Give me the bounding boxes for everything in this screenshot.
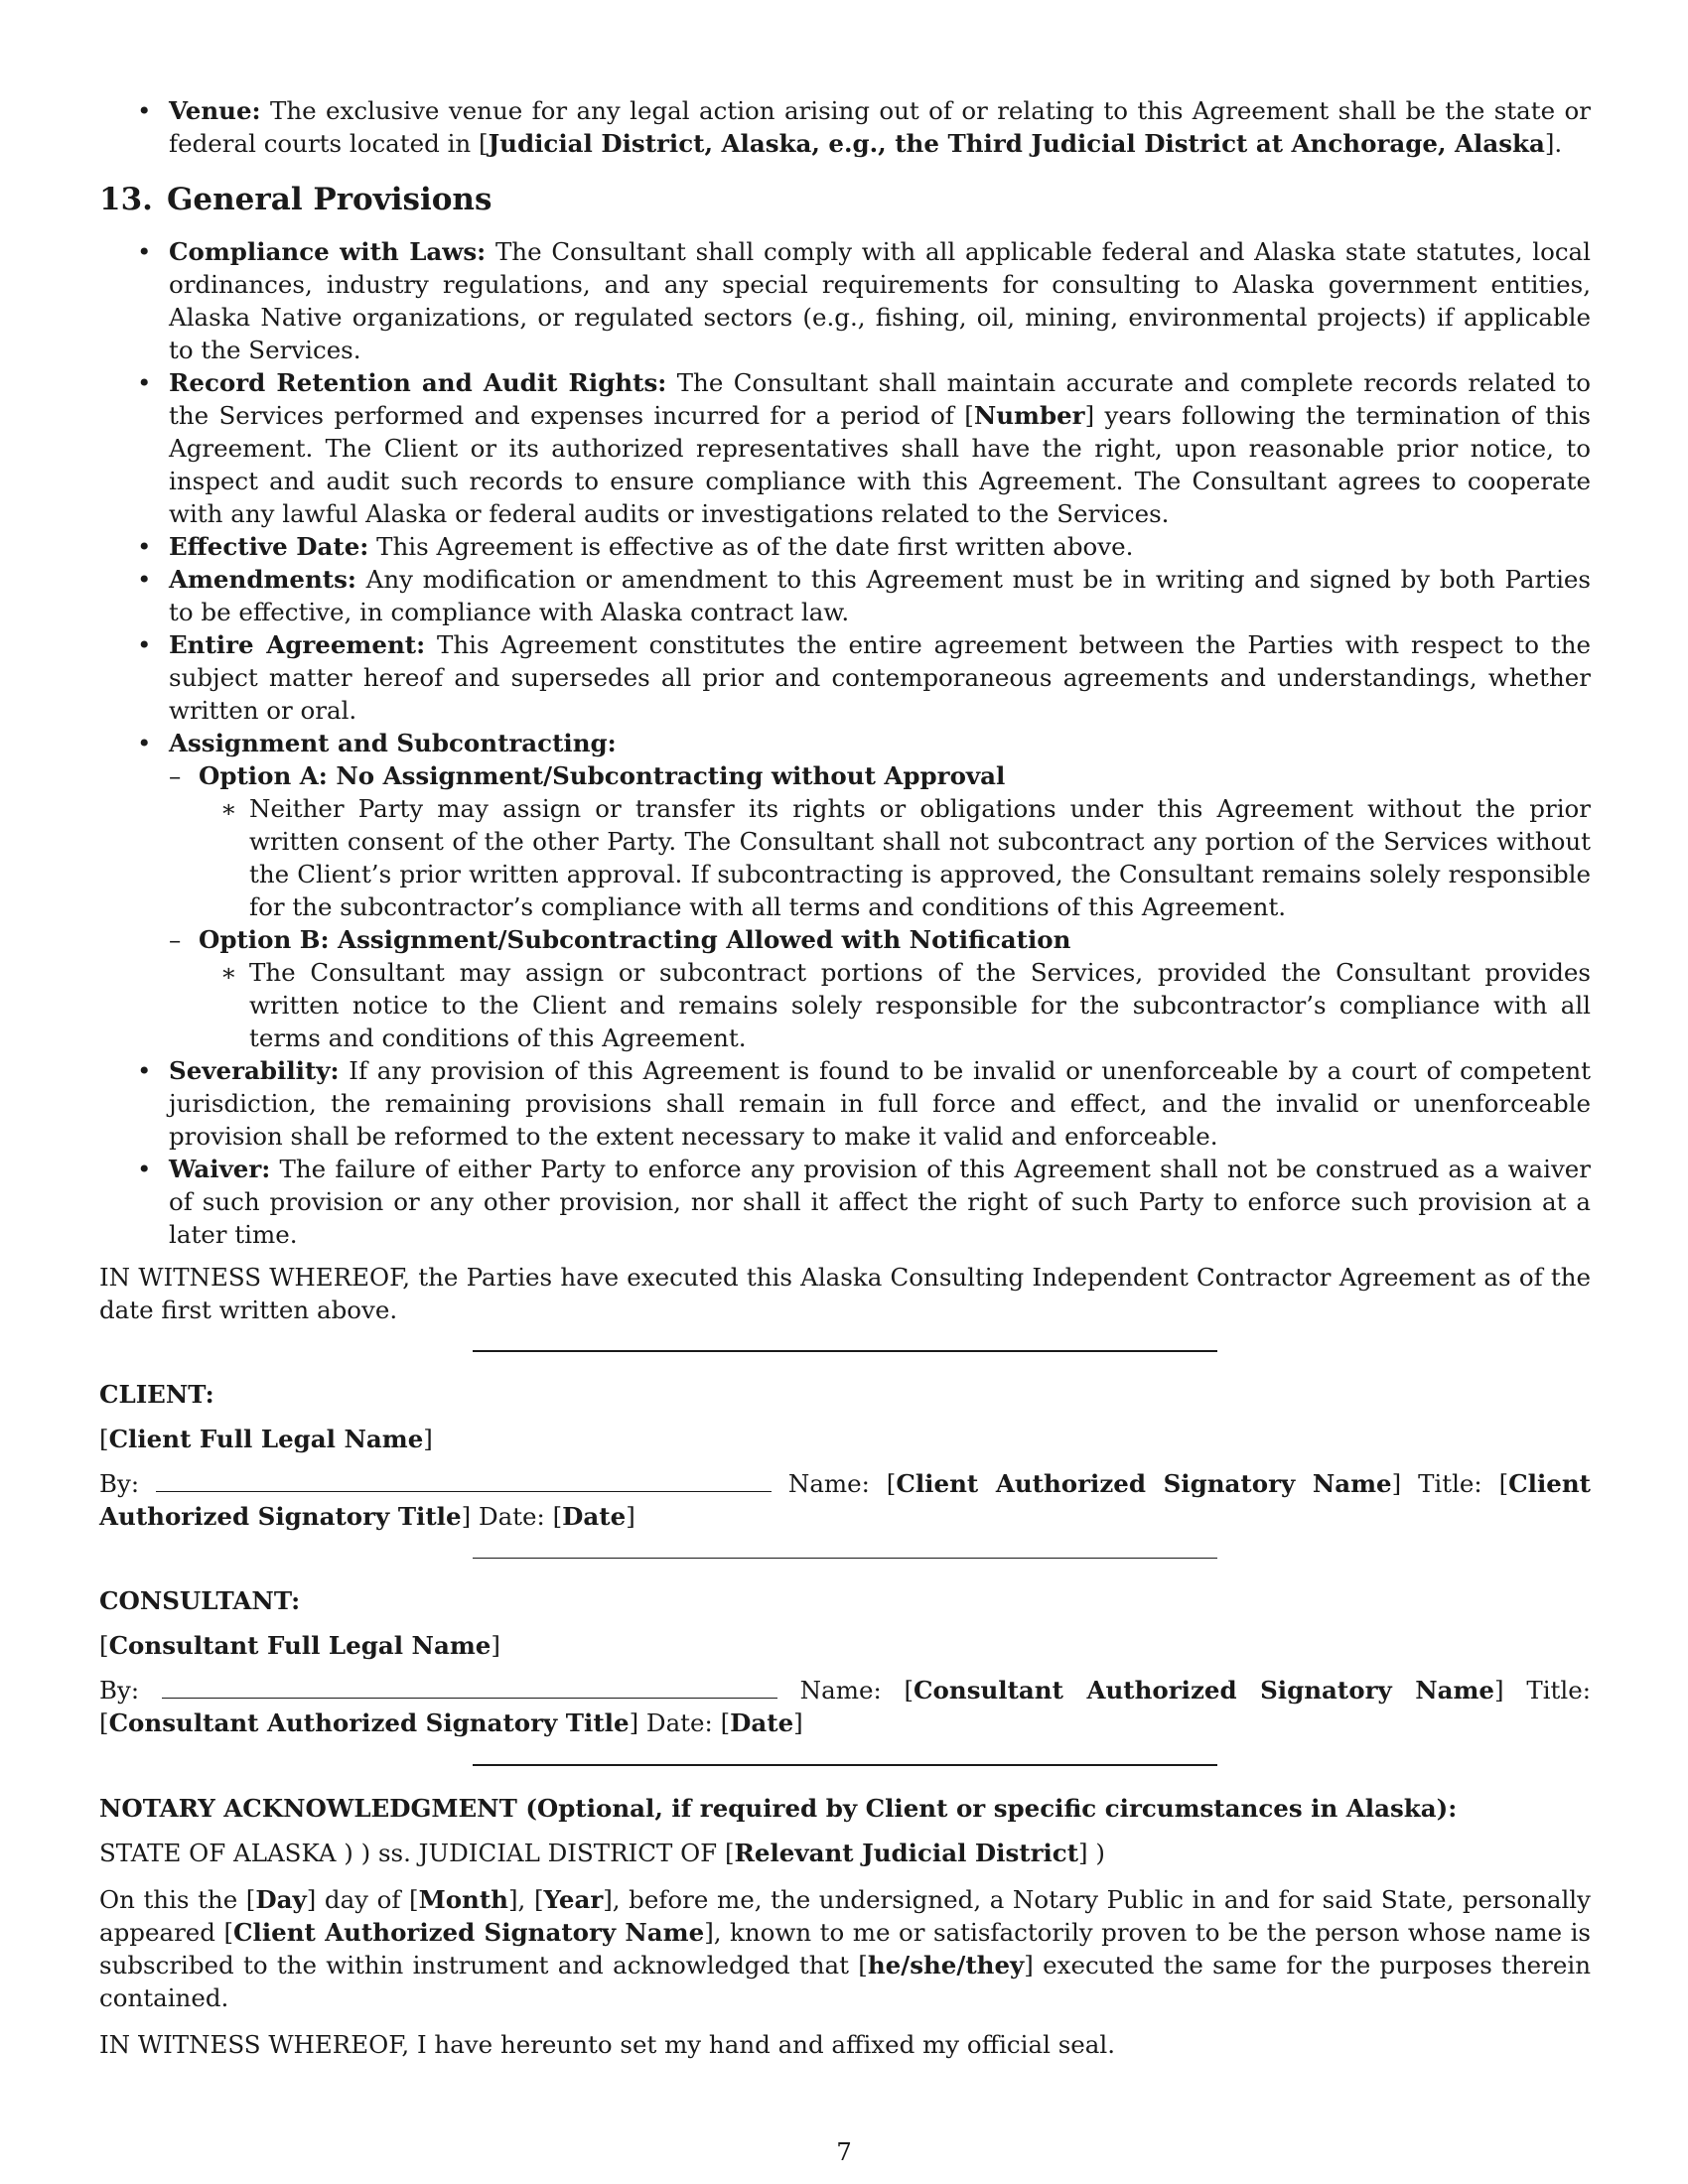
option-b (169, 923, 1591, 1054)
option-a (169, 759, 1591, 923)
client-date: Date (562, 1502, 627, 1531)
records-placeholder: Number (973, 401, 1085, 430)
notary-heading: NOTARY ACKNOWLEDGMENT (Optional, if required by Client or specific circumstances in Alaska): (99, 1794, 1458, 1823)
option-b-label: Option B: Assignment/Subcontracting Allowed with Notification (199, 925, 1071, 954)
separator-rule (473, 1764, 1217, 1766)
notary-state-line: STATE OF ALASKA ) ) ss. JUDICIAL DISTRICT OF [Relevant Judicial District] ) (99, 1839, 1105, 1867)
records-clause (99, 366, 1591, 530)
notary-acknowledgment: On this the [Day] day of [Month], [Year], before me, the undersigned, a Notary Public in and for said State, personally appeared [Client Authorized Signatory Name], known to me or satisfactorily proven to be the person whose name is subscribed to the within instrument and acknowledged that [he/she/they] executed the same for the purposes therein contained. (99, 1885, 1592, 2012)
amendments-text: Any modification or amendment to this Agreement must be in writing and signed by both Parties to be effective, in compliance with Alaska contract law. (169, 565, 1591, 626)
assignment-clause (99, 727, 1591, 1054)
section-title: General Provisions (166, 182, 492, 217)
amendments-label: Amendments: (169, 565, 356, 594)
consultant-signatory-title: Consultant Authorized Signatory Title (108, 1708, 630, 1737)
client-signatory-title: Client Authorized Signatory Title (99, 1469, 1591, 1531)
severability-text: If any provision of this Agreement is found to be invalid or unenforceable by a court of competent jurisdiction, the remaining provisions shall remain in full force and effect, and the invalid or unenforceable provision shall be reformed to the extent necessary to make it valid and enforceable. (169, 1056, 1591, 1151)
effective-text: This Agreement is effective as of the date first written above. (376, 532, 1134, 561)
consultant-signature-line[interactable] (162, 1698, 777, 1699)
entire-text: This Agreement constitutes the entire agreement between the Parties with respect to the subject matter hereof and supersedes all prior and contemporaneous agreements and understandings, whether written or oral. (169, 630, 1591, 725)
assignment-options (169, 759, 1591, 1054)
records-text-end: ] years following the termination of this Agreement. The Client or its authorized representatives shall have the right, upon reasonable prior notice, to inspect and audit such records to ensure compliance with this Agreement. The Consultant agrees to cooperate with any lawful Alaska or federal audits or investigations related to the Services. (169, 401, 1591, 528)
page-number: 7 (836, 2137, 852, 2166)
consultant-legal-name: [Consultant Full Legal Name] (99, 1631, 500, 1660)
client-signatory-name: Client Authorized Signatory Name (896, 1469, 1392, 1498)
entire-agreement-clause (99, 628, 1591, 727)
venue-text: The exclusive venue for any legal action arising out of or relating to this Agreement shall be the state or federal courts located in [ (169, 96, 1591, 158)
compliance-text: The Consultant shall comply with all applicable federal and Alaska state statutes, local ordinances, industry regulations, and any special requirements for consulting to Alaska government entities, Alaska Native organizations, or regulated sectors (e.g., fishing, oil, mining, environmental projects) if applicable to the Services. (169, 237, 1591, 364)
consultant-heading: CONSULTANT: (99, 1586, 301, 1615)
waiver-text: The failure of either Party to enforce any provision of this Agreement shall not be construed as a waiver of such provision or any other provision, nor shall it affect the right of such Party to enforce such provision at a later time. (169, 1155, 1591, 1249)
section-heading (99, 180, 1591, 219)
witness-paragraph: IN WITNESS WHEREOF, the Parties have executed this Alaska Consulting Independent Contractor Agreement as of the date first written above. (99, 1263, 1591, 1324)
general-provisions-list (99, 235, 1591, 1251)
client-by-label: By: (99, 1469, 140, 1498)
venue-list (99, 94, 1591, 160)
severability-label: Severability: (169, 1056, 340, 1085)
effective-date-clause (99, 530, 1591, 563)
effective-label: Effective Date: (169, 532, 369, 561)
consultant-signature-block: By: Name: [Consultant Authorized Signatory Name] Title: [Consultant Authorized Signatory Title] Date: [Date] (99, 1676, 1591, 1737)
entire-label: Entire Agreement: (169, 630, 426, 659)
consultant-by-label: By: (99, 1676, 140, 1705)
assignment-label: Assignment and Subcontracting: (169, 729, 617, 757)
separator-rule (473, 1558, 1217, 1559)
records-label: Record Retention and Audit Rights: (169, 368, 667, 397)
venue-clause (99, 94, 1591, 160)
separator-rule (473, 1350, 1217, 1352)
compliance-clause (99, 235, 1591, 366)
section-number: 13. (99, 182, 153, 217)
option-a-label: Option A: No Assignment/Subcontracting without Approval (199, 761, 1006, 790)
client-signature-block: By: Name: [Client Authorized Signatory Name] Title: [Client Authorized Signatory Title] Date: [Date] (99, 1469, 1591, 1531)
client-heading: CLIENT: (99, 1380, 214, 1409)
notary-witness: IN WITNESS WHEREOF, I have hereunto set my hand and affixed my official seal. (99, 2030, 1116, 2059)
severability-clause (99, 1054, 1591, 1153)
waiver-clause (99, 1153, 1591, 1251)
amendments-clause (99, 563, 1591, 628)
consultant-date: Date (730, 1708, 794, 1737)
records-text: The Consultant shall maintain accurate and complete records related to the Services performed and expenses incurred for a period of [ (169, 368, 1591, 430)
client-legal-name: [Client Full Legal Name] (99, 1425, 433, 1453)
option-a-text: ∗ Neither Party may assign or transfer its rights or obligations under this Agreement without the prior written consent of the other Party. The Consultant shall not subcontract any portion of the Services without the Client’s prior written approval. If subcontracting is approved, the Consultant remains solely responsible for the subcontractor’s compliance with all terms and conditions of this Agreement. (199, 792, 1591, 923)
venue-placeholder: Judicial District, Alaska, e.g., the Third Judicial District at Anchorage, Alaska (488, 129, 1545, 158)
waiver-label: Waiver: (169, 1155, 271, 1183)
compliance-label: Compliance with Laws: (169, 237, 487, 266)
venue-label: Venue: (169, 96, 261, 125)
venue-text-end: ]. (1544, 129, 1563, 158)
option-a-list (199, 792, 1591, 923)
consultant-signatory-name: Consultant Authorized Signatory Name (914, 1676, 1495, 1705)
option-b-text: ∗ The Consultant may assign or subcontract portions of the Services, provided the Consultant provides written notice to the Client and remains solely responsible for the subcontractor’s compliance with all terms and conditions of this Agreement. (199, 956, 1591, 1054)
document-page (99, 94, 1591, 2061)
client-signature-line[interactable] (156, 1491, 772, 1492)
option-b-list (199, 956, 1591, 1054)
notary-district: Relevant Judicial District (734, 1839, 1079, 1867)
